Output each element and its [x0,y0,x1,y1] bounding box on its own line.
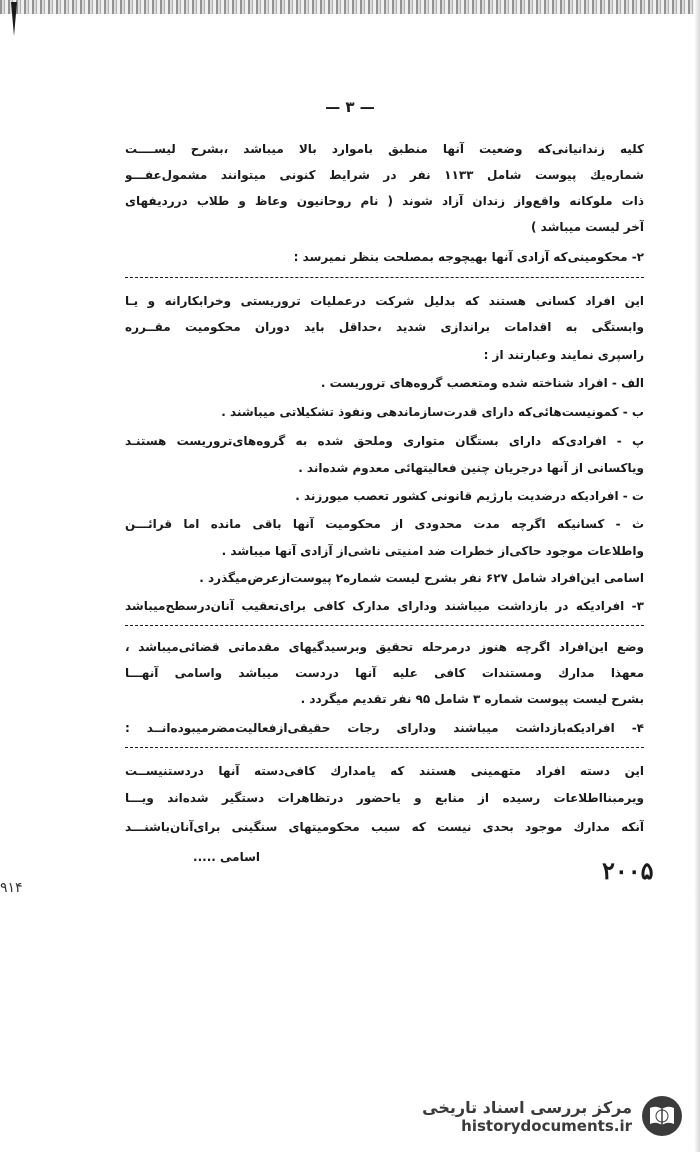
body-line: وضع این‌افراد اگرچه هنوز درمرحله تحقیق وبرسیدگیهای مقدماتی قضائی‌میباشد ، [125,640,644,654]
body-line: بشرح لیست پیوست شماره ۳ شامل ۹۵ نفر تقدیم میگردد . [300,692,644,706]
scan-right-edge [694,0,700,1152]
body-line: کلیه زندانیانی‌که وضعیت آنها منطبق باموارد بالا میباشد ،بشرح لیســــت [125,142,644,156]
watermark [422,1094,684,1138]
list-item: ویاکسانی از آنها درجریان چنین فعالیتهائی معدوم شده‌اند . [298,461,644,475]
watermark-title: مرکز بررسی اسناد تاریخی [422,1097,632,1117]
list-item: الف - افراد شناخته شده ومتعصب گروه‌های تروریست . [320,376,644,390]
section-heading: ۳- افرادیکه در بازداشت میباشند ودارای مدارک کافی برای‌تعقیب آنان‌درسطح‌میباشد [125,599,644,613]
section-rule [125,277,644,278]
body-line: معهذا مدارك ومستندات کافی علیه آنها دردست میباشد واسامی آنهـــا [125,666,644,680]
section-rule [125,625,644,626]
body-line: اسامی ..... [193,850,260,864]
page-number: — ۳ — [325,98,375,116]
archive-number: ۲۰۰۵ [602,856,654,885]
body-line: واطلاعات موجود حاکی‌از خطرات ضد امنیتی ناشی‌از آزادی آنها میباشد . [221,544,644,558]
body-line: این دسته افراد متهمینی هستند که یامدارك کافی‌دسته آنها دردستنیســت [125,764,644,778]
body-line: آنکه مدارك موجود بحدی نیست که سبب محکومیتهای سنگینی برای‌آنان‌باشنـــد [125,820,644,834]
body-line: شماره‌یك پیوست شامل ۱۱۳۳ نفر در شرایط کنونی میتوانند مشمول‌عفـــو [125,168,644,182]
body-line: ذات ملوکانه واقع‌واز زندان آزاد شوند ( نام روحانیون وعاظ و طلاب درردیفهای [125,194,644,208]
body-line: اسامی این‌افراد شامل ۶۲۷ نفر بشرح لیست شماره۲ پیوست‌ازعرض‌میگذرد . [199,571,644,585]
body-line: راسپری نمایند وعبارتند از : [483,348,644,362]
section-rule [125,747,644,748]
body-line: وابستگی به اقدامات براندازی شدید ،حداقل باید دوران محکومیت مقــرره [125,320,644,334]
scan-corner-mark [10,2,18,36]
list-item: پ - افرادی‌که دارای بستگان متواری وملحق شده به گروه‌های‌تروریست هستنـد [125,434,644,448]
watermark-url: historydocuments.ir [461,1116,632,1135]
list-item: ب - کمونیست‌هائی‌که دارای قدرت‌سازماندهی ونفوذ تشکیلاتی میباشند . [221,405,644,419]
section-heading: ۴- افرادیکه‌بازداشت میباشند ودارای رجات حقیقی‌ازفعالیت‌مضرمیبوده‌انــد : [125,721,644,735]
list-item: ث - کسانیکه اگرچه مدت محدودی از محکومیت آنها باقی مانده اما قرائـــن [125,517,644,531]
section-heading: ۲- محکومینی‌که آزادی آنها بهیچوجه بمصلحت بنظر نمیرسد : [293,250,644,264]
body-line: آخر لیست میباشد ) [530,220,644,234]
scan-top-edge [0,0,700,14]
book-emblem-icon [640,1094,684,1138]
body-line: این افراد کسانی هستند که بدلیل شرکت درعملیات تروریستی وخرابکارانه و یـا [125,294,644,308]
handwritten-note: ۹۱۴ [0,880,23,896]
body-line: ویرمبنا‌اطلاعات رسیده از منابع و یاحضور درتظاهرات دستگیر شده‌اند ویـــا [125,791,644,805]
list-item: ت - افرادیکه درضدیت بارژیم قانونی کشور تعصب میورزند . [295,489,644,503]
